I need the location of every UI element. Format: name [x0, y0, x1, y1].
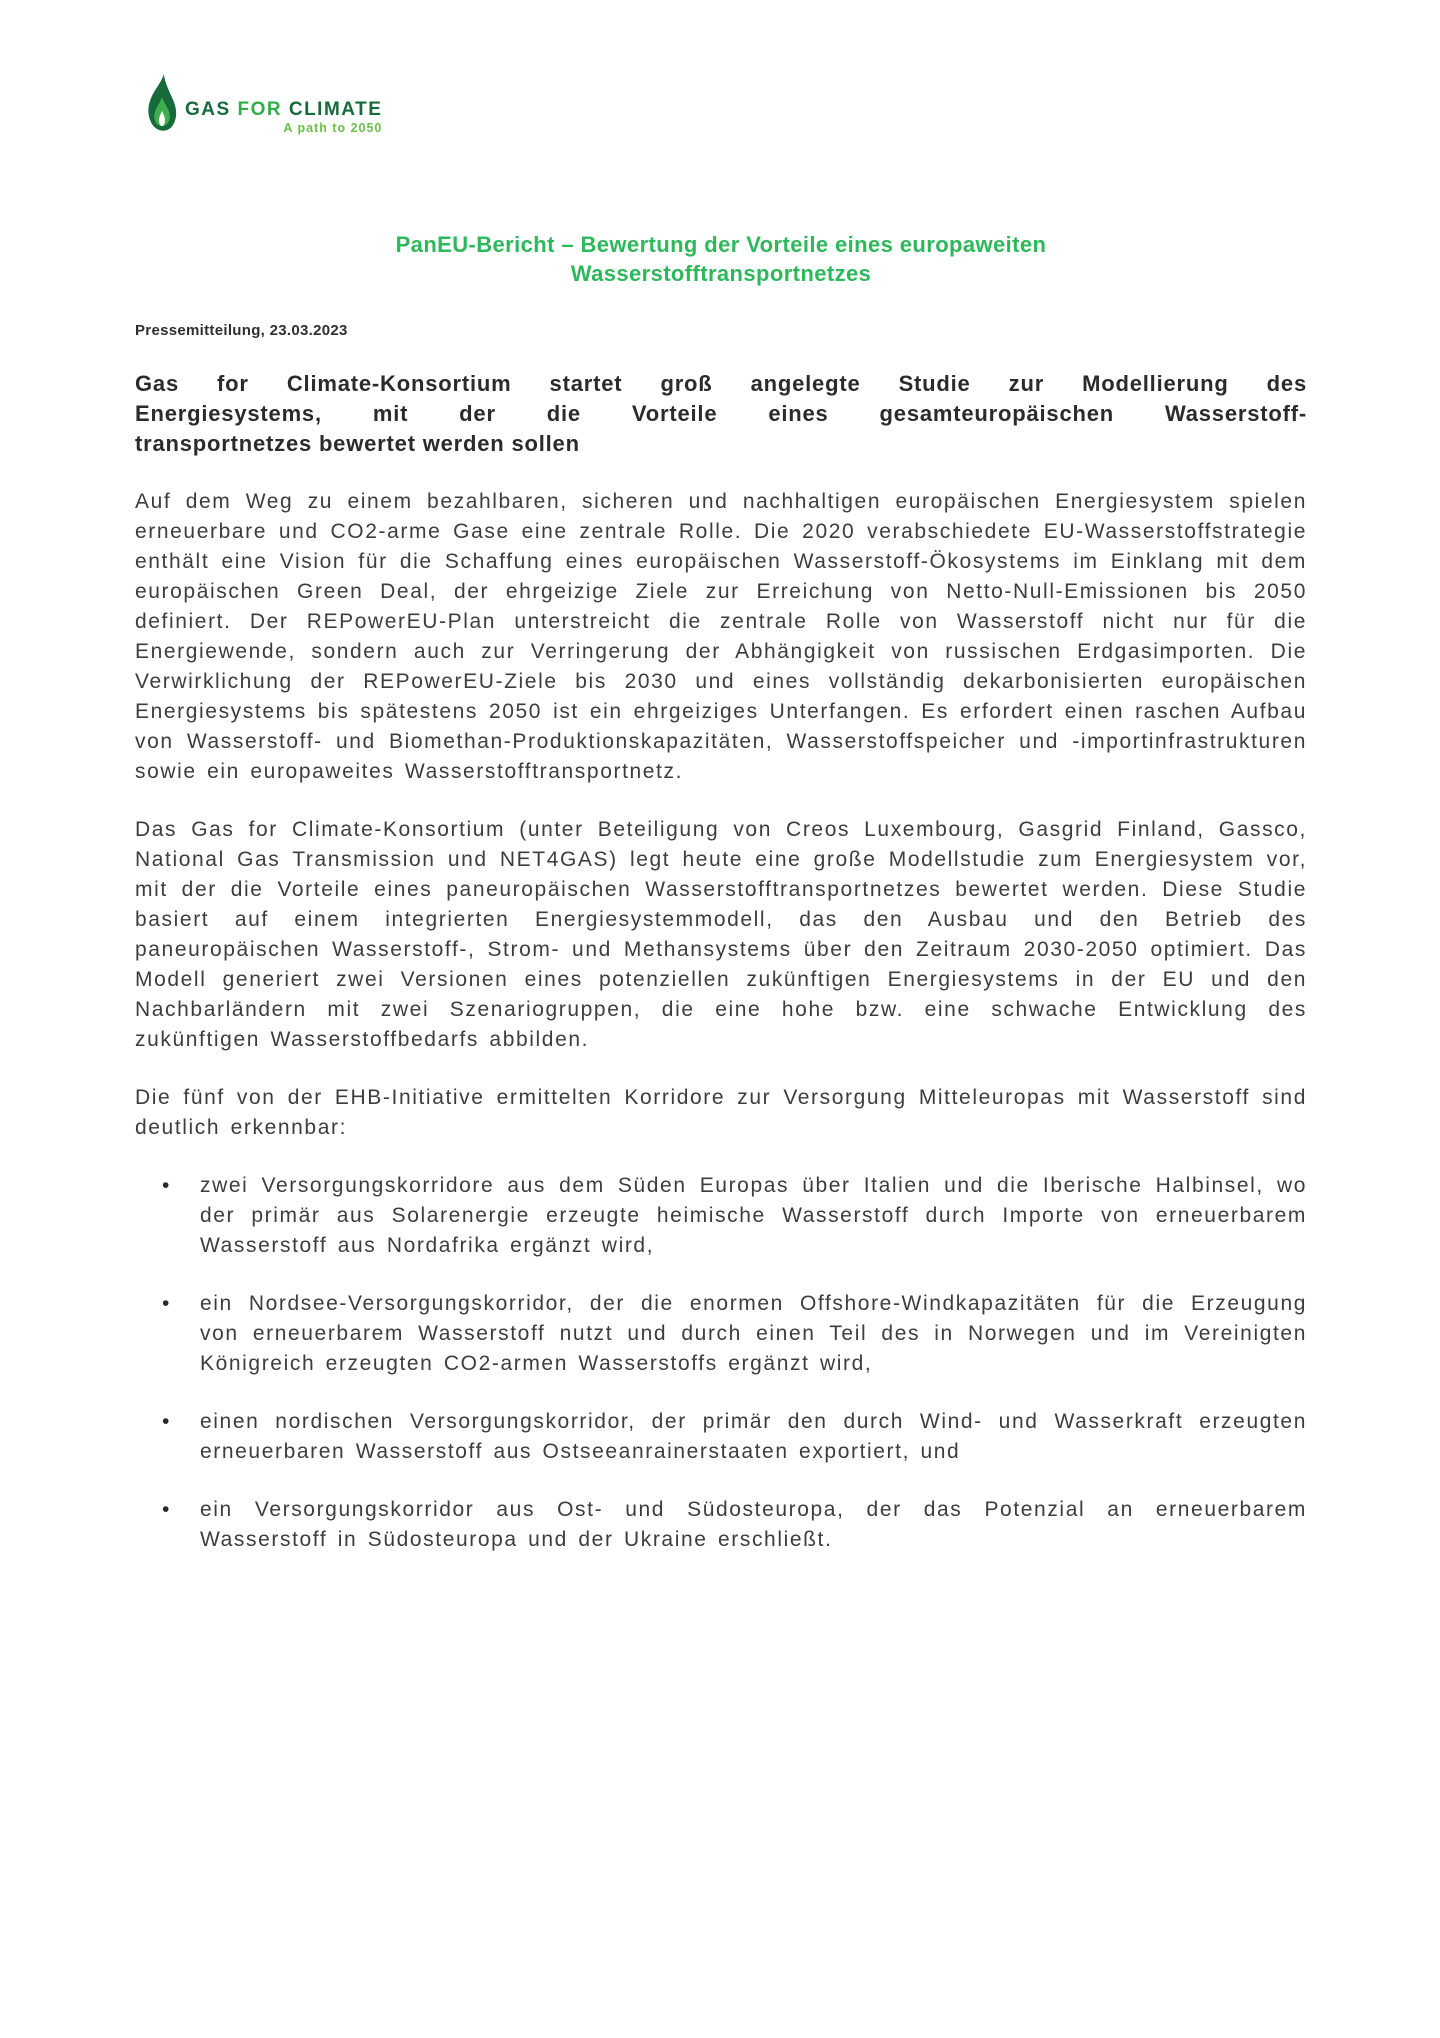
headline — [135, 369, 1307, 459]
logo-tagline: A path to 2050 — [283, 120, 383, 135]
headline-line-1: Gas for Climate-Konsortium startet groß angelegte Studie zur Modellierung des — [135, 371, 1307, 396]
paragraph-1: Auf dem Weg zu einem bezahlbaren, sicheren und nachhaltigen europäischen Energiesystem spielen erneuerbare und CO2-arme Gase eine zentrale Rolle. Die 2020 verabschiedete EU-Wasserstoffstrategie enthält eine Vision für die Schaffung eines europäischen Wasserstoff-Ökosystems im Einklang mit dem europäischen Green Deal, der ehrgeizige Ziele zur Erreichung von Netto-Null-Emissionen bis 2050 definiert. Der REPowerEU-Plan unterstreicht die zentrale Rolle von Wasserstoff nicht nur für die Energiewende, sondern auch zur Verringerung der Abhängigkeit von russischen Erdgasimporten. Die Verwirklichung der REPowerEU-Ziele bis 2030 und eines vollständig dekarbonisierten europäischen Energiesystems bis spätestens 2050 ist ein ehrgeiziges Unterfangen. Es erfordert einen raschen Aufbau von Wasserstoff- und Biomethan-Produktionskapazitäten, Wasserstoffspeicher und -importinfrastrukturen sowie ein europaweites Wasserstofftransportnetz. — [135, 490, 1307, 783]
paragraph-3: Die fünf von der EHB-Initiative ermittelten Korridore zur Versorgung Mitteleuropas mit Wasserstoff sind deutlich erkennbar: — [135, 1086, 1307, 1139]
bullet-item-north-sea: • ein Nordsee-Versorgungskorridor, der die enormen Offshore-Windkapazitäten für die Erzeugung von erneuerbarem Wasserstoff nutzt und durch einen Teil des in Norwegen und im Vereinigten Königreich erzeugten CO2-armen Wasserstoffs ergänzt wird, — [200, 1289, 1307, 1379]
headline-line-2: Energiesystems, mit der die Vorteile eines gesamteuropäischen Wasserstoff- — [135, 401, 1307, 426]
corridor-list — [135, 1171, 1307, 1555]
logo-brand-climate: CLIMATE — [288, 98, 383, 120]
logo — [145, 70, 1307, 136]
press-release-title — [135, 230, 1307, 288]
title-line-1: PanEU-Bericht – Bewertung der Vorteile eines europaweiten — [395, 232, 1047, 257]
logo-brand — [185, 100, 382, 119]
bullet-item-east-southeast: • ein Versorgungskorridor aus Ost- und Südosteuropa, der das Potenzial an erneuerbarem Wasserstoff in Südosteuropa und der Ukraine erschließt. — [200, 1495, 1307, 1555]
logo-text — [185, 100, 382, 137]
logo-brand-for: FOR — [237, 98, 283, 120]
flame-icon — [145, 72, 179, 136]
bullet-item-nordic: • einen nordischen Versorgungskorridor, der primär den durch Wind- und Wasserkraft erzeugten erneuerbaren Wasserstoff aus Ostseeanrainerstaaten exportiert, und — [200, 1407, 1307, 1467]
date-line: Pressemitteilung, 23.03.2023 — [135, 322, 348, 339]
headline-line-3: transportnetzes bewertet werden sollen — [135, 431, 580, 456]
paragraph-2: Das Gas for Climate-Konsortium (unter Beteiligung von Creos Luxembourg, Gasgrid Finland, Gassco, National Gas Transmission und NET4GAS) legt heute eine große Modellstudie zum Energiesystem vor, mit der die Vorteile eines paneuropäischen Wasserstofftransportnetzes bewertet werden. Diese Studie basiert auf einem integrierten Energiesystemmodell, das den Ausbau und den Betrieb des paneuropäischen Wasserstoff-, Strom- und Methansystems über den Zeitraum 2030-2050 optimiert. Das Modell generiert zwei Versionen eines potenziellen zukünftigen Energiesystems in der EU und den Nachbarländern mit zwei Szenariogruppen, die eine hohe bzw. eine schwache Entwicklung des zukünftigen Wasserstoffbedarfs abbilden. — [135, 818, 1307, 1051]
bullet-item-south-europe: • zwei Versorgungskorridore aus dem Süden Europas über Italien und die Iberische Halbinsel, wo der primär aus Solarenergie erzeugte heimische Wasserstoff durch Importe von erneuerbarem Wasserstoff aus Nordafrika ergänzt wird, — [200, 1171, 1307, 1261]
title-line-2: Wasserstofftransportnetzes — [570, 261, 872, 286]
logo-brand-gas: GAS — [185, 98, 231, 120]
